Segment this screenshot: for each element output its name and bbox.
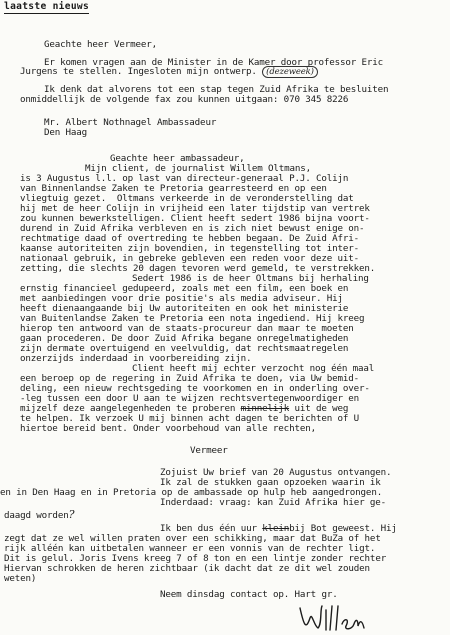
body-line: rijk alléén kan uitbetalen wanneer er een vonnis van de rechter ligt.: [4, 543, 376, 554]
recipient-name: Mr. Albert Nothnagel Ambassadeur: [44, 117, 217, 128]
body-line: van Binnenlandse Zaken te Pretoria gearresteerd en op een: [20, 183, 327, 194]
body-line: Ik denk dat alvorens tot een stap tegen Zuid Afrika te besluiten: [44, 84, 389, 95]
body-line: Client heeft mij echter verzocht nog één maal: [132, 363, 375, 374]
body-line: vliegtuig gezet. Oltmans verkeerde in de veronderstelling dat: [20, 193, 354, 204]
body-line: Ik ben dus één uur kleinbij Bot geweest. Hij: [160, 523, 397, 534]
body-line: zegt dat ze wel willen praten over een schikking, maar dat BuZa of het: [4, 533, 381, 544]
handwritten-signature: [296, 600, 366, 634]
body-line: daagd worden?: [4, 508, 75, 521]
body-line: kaanse autoriteiten zijn bovendien, in tegenstelling tot inter-: [20, 243, 360, 254]
salutation-vermeer: Geachte heer Vermeer,: [44, 39, 158, 50]
body-line: een beroep op de regering in Zuid Afrika te doen, via Uw bemid-: [20, 373, 360, 384]
body-line: weten): [4, 573, 37, 584]
body-line: onzerzijds inderdaad in voorbereiding zijn.: [20, 353, 252, 364]
body-line: Zojuist Uw brief van 20 Augustus ontvangen.: [160, 467, 392, 478]
recipient-city: Den Haag: [44, 127, 88, 138]
signature-vermeer: Vermeer: [190, 445, 228, 456]
body-line: Inderdaad: vraag: kan Zuid Afrika hier ge-: [160, 497, 387, 508]
body-line: ernstig financieel gedupeerd, zoals met een film, een boek en: [20, 283, 349, 294]
body-line: en in Den Haag en in Pretoria op de ambassade op hulp heb aangedrongen.: [0, 487, 383, 498]
body-line: is 3 Augustus l.l. op last van directeur-generaal P.J. Colijn: [20, 173, 349, 184]
body-line: Dit is gelul. Joris Ivens kreeg 7 of 8 ton en een lintje zonder rechter: [4, 553, 387, 564]
body-line: mijzelf deze aangelegenheden te proberen minnelijk uit de weg: [20, 403, 349, 414]
body-line: van Buitenlandse Zaken te Pretoria een nota ingediend. Hij kreeg: [20, 313, 365, 324]
body-line: zetting, die slechts 20 dagen tevoren werd gemeld, te verstrekken.: [20, 263, 376, 274]
struck-word: klein: [262, 523, 290, 534]
body-line: heeft dienaangaande bij Uw autoriteiten en ook het ministerie: [20, 303, 349, 314]
body-line: deling, een nieuw rechtsgeding te voorkomen en in onderling over-: [20, 383, 370, 394]
body-line: zou kunnen bewerkstelligen. Client heeft sedert 1986 bijna voort-: [20, 213, 370, 224]
handwritten-note: (dezeweek): [262, 66, 318, 78]
struck-word: minnelijk: [240, 403, 290, 414]
body-line: Mijn client, de journalist Willem Oltmans,: [85, 163, 312, 174]
body-line: nationaal gebruik, in gebreke gebleven een reden voor deze uit-: [20, 253, 360, 264]
body-line: gaan procederen. De door Zuid Afrika begane onregelmatigheden: [20, 333, 349, 344]
body-line: Hiervan schrokken de heren zichtbaar (ik dacht dat ze dit wel zouden: [4, 563, 370, 574]
body-line: Sedert 1986 is de heer Oltmans bij herhaling: [132, 273, 369, 284]
body-line: zijn dermate overtuigend en veelvuldig, dat rechtsmaatregelen: [20, 343, 349, 354]
body-line: Ik zal de stukken gaan opzoeken waarin ik: [160, 477, 381, 488]
body-line: hierop ten antwoord van de staats-procureur dan maar te moeten: [20, 323, 354, 334]
body-line: onmiddellijk de volgende fax zou kunnen uitgaan: 070 345 8226: [20, 94, 349, 105]
body-line: Er komen vragen aan de Minister in de Kamer door professor Eric: [44, 57, 384, 68]
body-line: met aanbiedingen voor drie positie's als media adviseur. Hij: [20, 293, 343, 304]
header-laatste-nieuws: laatste nieuws: [4, 1, 90, 12]
body-line: -leg tussen een door U aan te wijzen rechtsvertegenwoordiger en: [20, 393, 360, 404]
body-line: te helpen. Ik verzoek U mij binnen acht dagen te berichten of U: [20, 413, 360, 424]
body-line: rechtmatige daad of overtreding te hebben begaan. De Zuid Afri-: [20, 233, 360, 244]
closing-line: Neem dinsdag contact op. Hart gr.: [160, 589, 338, 600]
body-line: hiertoe bereid bent. Onder voorbehoud van alle rechten,: [20, 423, 316, 434]
body-line: Jurgens te stellen. Ingesloten mijn ontwerp. (dezeweek): [20, 67, 318, 77]
handwritten-question-mark: ?: [68, 508, 75, 521]
salutation-ambassadeur: Geachte heer ambassadeur,: [110, 153, 245, 164]
body-line: hij met de heer Colijn in vrijheid een later tijdstip van vertrek: [20, 203, 370, 214]
body-line: durend in Zuid Afrika verbleven en is zich niet bewust enige on-: [20, 223, 365, 234]
